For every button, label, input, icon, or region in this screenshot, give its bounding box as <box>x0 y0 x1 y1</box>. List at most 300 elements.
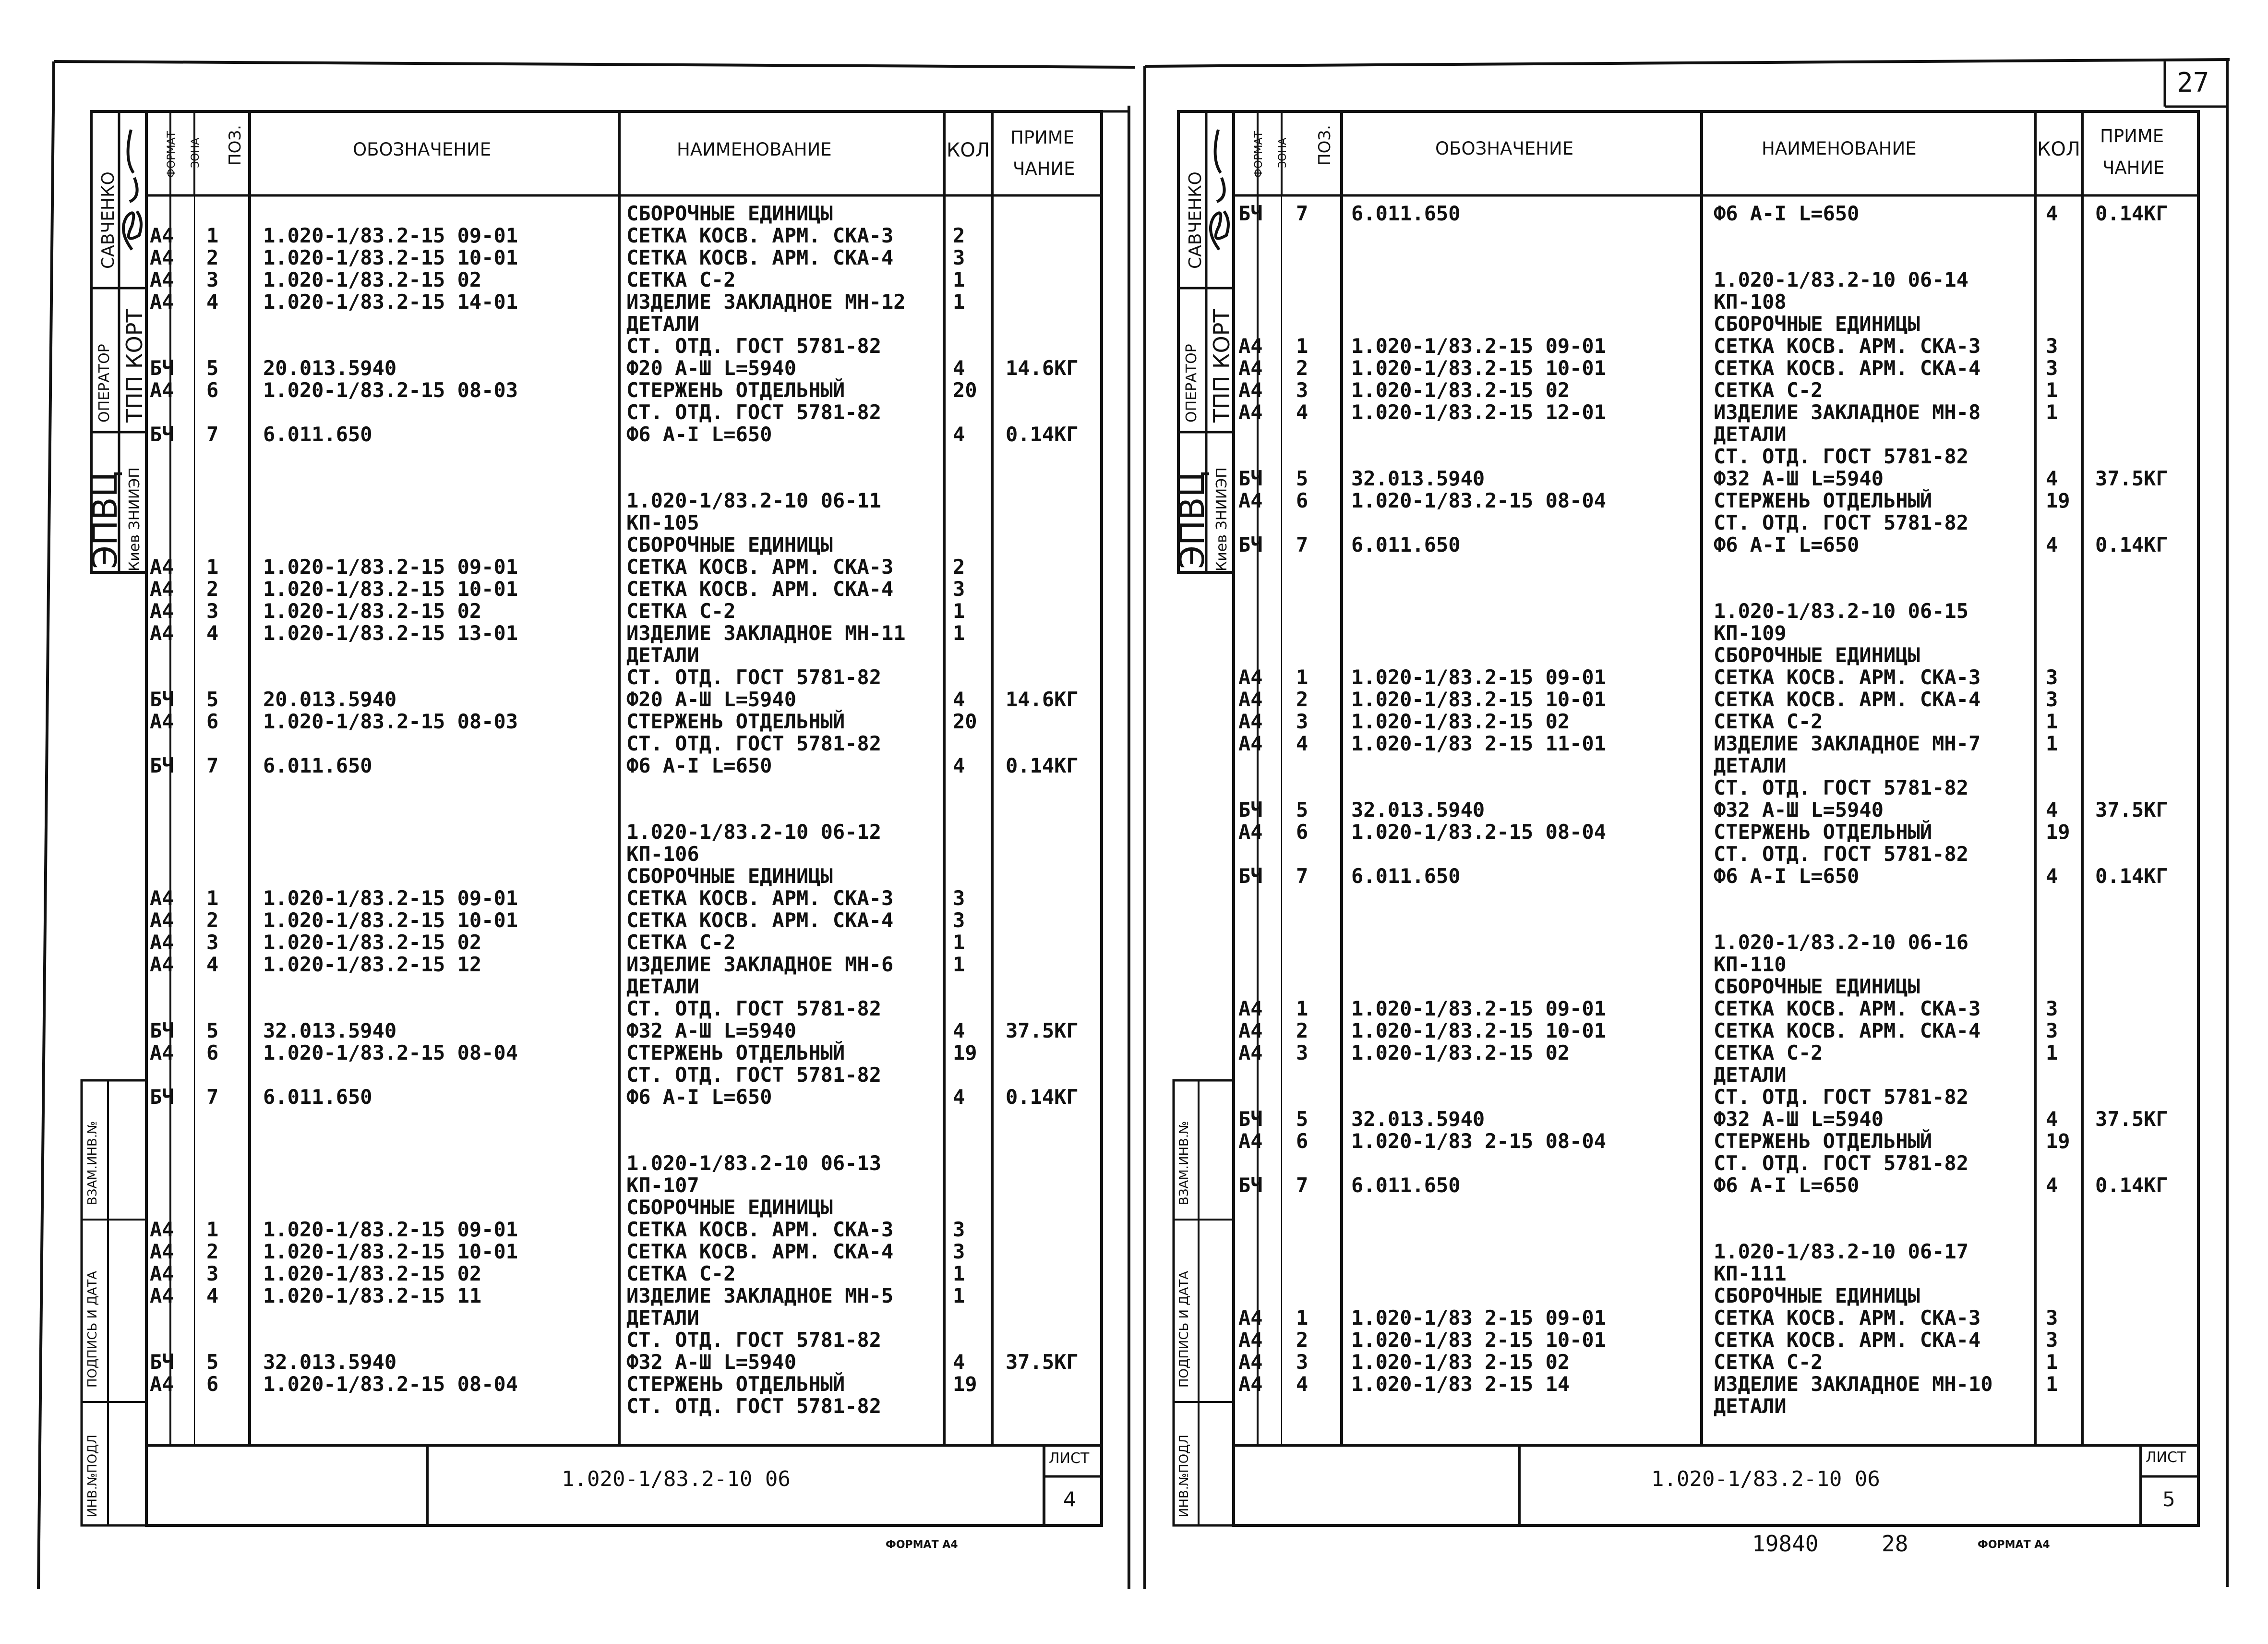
cell-name: Ф32 А-Ш L=5940 <box>1714 798 1884 822</box>
cell-pos: 3 <box>206 931 219 954</box>
cell-pos: 3 <box>1296 1350 1308 1374</box>
cell-pos: 5 <box>1296 467 1308 490</box>
cell-qty: 1 <box>2046 732 2058 755</box>
cell-designation: 6.011.650 <box>1351 533 1461 556</box>
cell-name: СБОРОЧНЫЕ ЕДИНИЦЫ <box>626 1196 833 1219</box>
cell-format: БЧ <box>1238 202 1263 225</box>
stamp-dept: ТПП КОРТ <box>1209 309 1235 423</box>
cell-qty: 4 <box>953 1019 965 1042</box>
cell-qty: 1 <box>2046 400 2058 424</box>
cell-name: СЕТКА КОСВ. АРМ. СКА-4 <box>1714 1328 1981 1352</box>
cell-name: СБОРОЧНЫЕ ЕДИНИЦЫ <box>1714 975 1920 998</box>
cell-qty: 3 <box>953 577 965 601</box>
cell-designation: 1.020-1/83.2-15 02 <box>263 1262 482 1285</box>
cell-format: А4 <box>150 1284 174 1307</box>
cell-name: Ф32 А-Ш L=5940 <box>626 1019 797 1042</box>
cell-designation: 1.020-1/83.2-15 08-03 <box>263 710 518 733</box>
cell-designation: 1.020-1/83.2-15 09-01 <box>263 555 518 579</box>
cell-note: 0.14КГ <box>1006 423 1079 446</box>
header-name: НАИМЕНОВАНИЕ <box>677 139 832 160</box>
cell-pos: 7 <box>1296 533 1308 556</box>
cell-designation: 1.020-1/83.2-15 10-01 <box>1351 1019 1607 1042</box>
cell-name: КП-111 <box>1714 1262 1787 1285</box>
cell-pos: 3 <box>206 268 219 291</box>
cell-pos: 4 <box>206 290 219 314</box>
cell-format: БЧ <box>150 688 174 711</box>
cell-designation: 1.020-1/83.2-15 08-04 <box>1351 489 1607 512</box>
cell-pos: 2 <box>1296 688 1308 711</box>
cell-pos: 5 <box>206 688 219 711</box>
cell-qty: 1 <box>953 931 965 954</box>
cell-format: А4 <box>150 931 174 954</box>
cell-name: ДЕТАЛИ <box>1714 1394 1787 1418</box>
cell-designation: 1.020-1/83.2-15 10-01 <box>1351 356 1607 380</box>
header-note-2: ЧАНИЕ <box>2102 157 2165 178</box>
cell-designation: 1.020-1/83.2-15 10-01 <box>263 246 518 269</box>
cell-designation: 20.013.5940 <box>263 356 397 380</box>
cell-qty: 3 <box>2046 1306 2058 1330</box>
cell-format: БЧ <box>1238 1107 1263 1131</box>
header-note-1: ПРИМЕ <box>1010 127 1075 148</box>
cell-name: 1.020-1/83.2-10 06-14 <box>1714 268 1969 291</box>
cell-name: СЕТКА КОСВ. АРМ. СКА-4 <box>1714 1019 1981 1042</box>
cell-name: СЕТКА КОСВ. АРМ. СКА-4 <box>626 246 894 269</box>
cell-pos: 5 <box>206 1350 219 1374</box>
cell-name: СЕТКА С-2 <box>626 268 736 291</box>
cell-name: СЕТКА С-2 <box>1714 1350 1823 1374</box>
header-designation: ОБОЗНАЧЕНИЕ <box>353 139 492 160</box>
cell-pos: 1 <box>206 224 219 247</box>
cell-format: А4 <box>150 577 174 601</box>
cell-designation: 6.011.650 <box>1351 1173 1461 1197</box>
cell-qty: 4 <box>2046 1173 2058 1197</box>
side-sign-date: ПОДПИСЬ И ДАТА <box>1177 1270 1191 1388</box>
cell-note: 37.5КГ <box>2095 467 2168 490</box>
cell-format: А4 <box>150 290 174 314</box>
cell-name: ИЗДЕЛИЕ ЗАКЛАДНОЕ МН-12 <box>626 290 906 314</box>
cell-qty: 3 <box>953 908 965 932</box>
bottom-number-2: 28 <box>1882 1531 1908 1557</box>
cell-name: ИЗДЕЛИЕ ЗАКЛАДНОЕ МН-7 <box>1714 732 1981 755</box>
cell-designation: 1.020-1/83.2-15 09-01 <box>263 886 518 910</box>
cell-name: ДЕТАЛИ <box>626 312 699 336</box>
cell-name: СТ. ОТД. ГОСТ 5781-82 <box>1714 842 1969 866</box>
cell-name: Ф20 А-Ш L=5940 <box>626 688 797 711</box>
cell-designation: 1.020-1/83.2-15 10-01 <box>1351 688 1607 711</box>
doc-code: 1.020-1/83.2-10 06 <box>1651 1467 1880 1491</box>
cell-format: А4 <box>1238 1041 1263 1064</box>
cell-name: СТ. ОТД. ГОСТ 5781-82 <box>626 1328 882 1352</box>
cell-pos: 6 <box>206 1041 219 1064</box>
cell-designation: 1.020-1/83.2-15 10-01 <box>263 1240 518 1263</box>
cell-note: 0.14КГ <box>2095 202 2168 225</box>
cell-format: БЧ <box>1238 533 1263 556</box>
cell-name: СЕТКА КОСВ. АРМ. СКА-3 <box>1714 665 1981 689</box>
stamp-org: ЭПВЦ <box>85 471 125 569</box>
cell-name: СБОРОЧНЫЕ ЕДИНИЦЫ <box>1714 1284 1920 1307</box>
cell-format: А4 <box>150 1372 174 1396</box>
cell-name: СЕТКА КОСВ. АРМ. СКА-4 <box>626 908 894 932</box>
cell-name: СЕТКА С-2 <box>1714 710 1823 733</box>
cell-qty: 1 <box>953 290 965 314</box>
cell-name: 1.020-1/83.2-10 06-16 <box>1714 931 1969 954</box>
sheet-label: ЛИСТ <box>1049 1450 1090 1467</box>
cell-qty: 3 <box>2046 665 2058 689</box>
cell-name: 1.020-1/83.2-10 06-15 <box>1714 599 1969 623</box>
cell-format: А4 <box>1238 378 1263 402</box>
cell-note: 0.14КГ <box>2095 1173 2168 1197</box>
cell-name: Ф6 А-I L=650 <box>1714 202 1860 225</box>
stamp-dept: ТПП КОРТ <box>121 309 147 423</box>
cell-designation: 32.013.5940 <box>1351 467 1485 490</box>
cell-designation: 1.020-1/83.2-15 09-01 <box>263 224 518 247</box>
cell-name: СТ. ОТД. ГОСТ 5781-82 <box>626 997 882 1020</box>
cell-designation: 1.020-1/83 2-15 11-01 <box>1351 732 1607 755</box>
cell-designation: 1.020-1/83.2-15 02 <box>263 268 482 291</box>
cell-qty: 1 <box>953 621 965 645</box>
stamp-city: Киев ЗНИИЭП <box>126 467 143 571</box>
header-name: НАИМЕНОВАНИЕ <box>1762 138 1917 159</box>
doc-code: 1.020-1/83.2-10 06 <box>562 1467 791 1491</box>
cell-qty: 4 <box>2046 533 2058 556</box>
sheet-number: 5 <box>2162 1487 2175 1511</box>
header-note-2: ЧАНИЕ <box>1013 158 1075 179</box>
cell-name: СТ. ОТД. ГОСТ 5781-82 <box>626 665 882 689</box>
header-pos: ПОЗ. <box>226 125 245 166</box>
cell-qty: 4 <box>953 1350 965 1374</box>
cell-name: 1.020-1/83.2-10 06-12 <box>626 820 882 844</box>
cell-pos: 3 <box>1296 1041 1308 1064</box>
cell-note: 37.5КГ <box>2095 1107 2168 1131</box>
cell-designation: 1.020-1/83.2-15 13-01 <box>263 621 518 645</box>
cell-format: А4 <box>1238 1129 1263 1153</box>
cell-name: СЕТКА С-2 <box>1714 378 1823 402</box>
cell-name: Ф20 А-Ш L=5940 <box>626 356 797 380</box>
cell-note: 37.5КГ <box>2095 798 2168 822</box>
cell-pos: 4 <box>1296 1372 1308 1396</box>
cell-name: СЕТКА КОСВ. АРМ. СКА-3 <box>626 224 894 247</box>
cell-designation: 1.020-1/83 2-15 02 <box>1351 1350 1570 1374</box>
cell-pos: 2 <box>206 1240 219 1263</box>
cell-name: СЕТКА КОСВ. АРМ. СКА-3 <box>1714 997 1981 1020</box>
stamp-org: ЭПВЦ <box>1173 471 1212 569</box>
cell-name: СТЕРЖЕНЬ ОТДЕЛЬНЫЙ <box>626 1372 845 1396</box>
cell-qty: 4 <box>953 356 965 380</box>
cell-designation: 1.020-1/83 2-15 14 <box>1351 1372 1570 1396</box>
header-qty: КОЛ <box>2037 138 2080 160</box>
cell-name: Ф6 А-I L=650 <box>1714 1173 1860 1197</box>
cell-name: ДЕТАЛИ <box>1714 754 1787 777</box>
cell-name: КП-107 <box>626 1173 699 1197</box>
cell-qty: 20 <box>953 710 977 733</box>
cell-format: А4 <box>1238 665 1263 689</box>
cell-qty: 4 <box>953 754 965 777</box>
cell-qty: 3 <box>2046 688 2058 711</box>
cell-pos: 7 <box>206 423 219 446</box>
cell-pos: 5 <box>1296 1107 1308 1131</box>
cell-format: БЧ <box>1238 864 1263 888</box>
cell-note: 37.5КГ <box>1006 1350 1079 1374</box>
header-note-1: ПРИМЕ <box>2100 126 2164 146</box>
cell-pos: 7 <box>1296 202 1308 225</box>
cell-pos: 6 <box>1296 1129 1308 1153</box>
cell-name: СЕТКА С-2 <box>626 931 736 954</box>
cell-pos: 5 <box>206 356 219 380</box>
cell-name: СТЕРЖЕНЬ ОТДЕЛЬНЫЙ <box>626 378 845 402</box>
cell-pos: 6 <box>206 378 219 402</box>
cell-designation: 6.011.650 <box>1351 864 1461 888</box>
cell-designation: 1.020-1/83.2-15 14-01 <box>263 290 518 314</box>
cell-format: А4 <box>150 1262 174 1285</box>
cell-qty: 3 <box>953 1218 965 1241</box>
cell-name: СТЕРЖЕНЬ ОТДЕЛЬНЫЙ <box>626 1041 845 1064</box>
cell-designation: 1.020-1/83.2-15 08-04 <box>1351 820 1607 844</box>
cell-name: СТ. ОТД. ГОСТ 5781-82 <box>1714 1151 1969 1175</box>
cell-name: СТ. ОТД. ГОСТ 5781-82 <box>1714 776 1969 799</box>
side-sign-date: ПОДПИСЬ И ДАТА <box>85 1270 100 1388</box>
cell-name: ДЕТАЛИ <box>1714 423 1787 446</box>
cell-designation: 32.013.5940 <box>1351 798 1485 822</box>
cell-format: БЧ <box>1238 467 1263 490</box>
cell-qty: 1 <box>2046 1350 2058 1374</box>
cell-format: А4 <box>150 710 174 733</box>
cell-note: 0.14КГ <box>2095 864 2168 888</box>
cell-name: СТ. ОТД. ГОСТ 5781-82 <box>626 334 882 358</box>
cell-name: Ф6 А-I L=650 <box>626 754 772 777</box>
cell-pos: 7 <box>206 1085 219 1109</box>
cell-qty: 1 <box>2046 1041 2058 1064</box>
cell-designation: 32.013.5940 <box>263 1350 397 1374</box>
cell-pos: 5 <box>1296 798 1308 822</box>
cell-qty: 1 <box>2046 378 2058 402</box>
cell-qty: 19 <box>2046 820 2070 844</box>
cell-format: А4 <box>1238 334 1263 358</box>
cell-note: 0.14КГ <box>1006 754 1079 777</box>
cell-name: СЕТКА КОСВ. АРМ. СКА-4 <box>626 1240 894 1263</box>
cell-designation: 1.020-1/83.2-15 09-01 <box>1351 997 1607 1020</box>
format-note: ФОРМАТ А4 <box>1978 1539 2050 1551</box>
cell-designation: 1.020-1/83.2-15 02 <box>263 599 482 623</box>
cell-name: 1.020-1/83.2-10 06-13 <box>626 1151 882 1175</box>
cell-pos: 6 <box>206 710 219 733</box>
cell-qty: 19 <box>2046 489 2070 512</box>
cell-designation: 6.011.650 <box>263 423 372 446</box>
cell-pos: 1 <box>1296 665 1308 689</box>
cell-note: 0.14КГ <box>1006 1085 1079 1109</box>
cell-pos: 3 <box>1296 710 1308 733</box>
cell-qty: 3 <box>2046 1328 2058 1352</box>
cell-name: СЕТКА С-2 <box>1714 1041 1823 1064</box>
cell-designation: 1.020-1/83.2-15 08-04 <box>263 1372 518 1396</box>
side-replace-inv: ВЗАМ.ИНВ.№ <box>85 1121 100 1205</box>
cell-designation: 1.020-1/83.2-15 10-01 <box>263 908 518 932</box>
cell-designation: 1.020-1/83.2-15 02 <box>1351 378 1570 402</box>
cell-format: А4 <box>1238 1328 1263 1352</box>
cell-name: СЕТКА КОСВ. АРМ. СКА-4 <box>626 577 894 601</box>
cell-designation: 1.020-1/83.2-15 08-04 <box>263 1041 518 1064</box>
cell-format: БЧ <box>150 423 174 446</box>
cell-format: А4 <box>1238 356 1263 380</box>
stamp-role: ОПЕРАТОР <box>1183 344 1200 423</box>
cell-name: Ф32 А-Ш L=5940 <box>1714 467 1884 490</box>
stamp-role: ОПЕРАТОР <box>96 344 113 423</box>
cell-format: А4 <box>1238 1372 1263 1396</box>
cell-name: СТЕРЖЕНЬ ОТДЕЛЬНЫЙ <box>1714 1129 1932 1153</box>
cell-pos: 1 <box>206 555 219 579</box>
cell-name: Ф32 А-Ш L=5940 <box>1714 1107 1884 1131</box>
cell-name: СТЕРЖЕНЬ ОТДЕЛЬНЫЙ <box>1714 489 1932 512</box>
cell-name: ДЕТАЛИ <box>1714 1063 1787 1087</box>
cell-name: СБОРОЧНЫЕ ЕДИНИЦЫ <box>1714 643 1920 667</box>
cell-name: КП-105 <box>626 511 699 534</box>
cell-pos: 2 <box>206 577 219 601</box>
cell-designation: 1.020-1/83 2-15 08-04 <box>1351 1129 1607 1153</box>
cell-format: БЧ <box>1238 1173 1263 1197</box>
cell-note: 37.5КГ <box>1006 1019 1079 1042</box>
cell-format: А4 <box>1238 732 1263 755</box>
cell-name: СТ. ОТД. ГОСТ 5781-82 <box>626 1063 882 1087</box>
cell-format: БЧ <box>150 754 174 777</box>
cell-qty: 3 <box>2046 997 2058 1020</box>
cell-note: 14.6КГ <box>1006 688 1079 711</box>
cell-name: ДЕТАЛИ <box>626 1306 699 1330</box>
cell-qty: 3 <box>953 246 965 269</box>
cell-pos: 6 <box>1296 489 1308 512</box>
cell-name: ИЗДЕЛИЕ ЗАКЛАДНОЕ МН-5 <box>626 1284 894 1307</box>
cell-name: СЕТКА С-2 <box>626 1262 736 1285</box>
cell-qty: 1 <box>953 1284 965 1307</box>
cell-pos: 7 <box>1296 864 1308 888</box>
cell-pos: 4 <box>1296 732 1308 755</box>
cell-format: А4 <box>150 886 174 910</box>
cell-name: КП-106 <box>626 842 699 866</box>
cell-qty: 4 <box>953 1085 965 1109</box>
cell-format: А4 <box>150 1218 174 1241</box>
cell-name: ИЗДЕЛИЕ ЗАКЛАДНОЕ МН-6 <box>626 953 894 976</box>
cell-name: СЕТКА КОСВ. АРМ. СКА-3 <box>626 886 894 910</box>
cell-pos: 7 <box>1296 1173 1308 1197</box>
cell-name: СТ. ОТД. ГОСТ 5781-82 <box>626 732 882 755</box>
header-format: ФОРМАТ <box>166 131 178 178</box>
bottom-number-1: 19840 <box>1752 1531 1819 1557</box>
cell-pos: 1 <box>206 1218 219 1241</box>
cell-name: Ф32 А-Ш L=5940 <box>626 1350 797 1374</box>
cell-qty: 4 <box>2046 1107 2058 1131</box>
cell-name: СТ. ОТД. ГОСТ 5781-82 <box>1714 1085 1969 1109</box>
cell-pos: 4 <box>206 953 219 976</box>
cell-name: СЕТКА КОСВ. АРМ. СКА-3 <box>1714 334 1981 358</box>
cell-pos: 7 <box>206 754 219 777</box>
cell-format: А4 <box>1238 1350 1263 1374</box>
cell-qty: 4 <box>953 423 965 446</box>
header-zone: ЗОНА <box>1277 137 1289 168</box>
cell-format: А4 <box>1238 710 1263 733</box>
cell-name: КП-109 <box>1714 621 1787 645</box>
cell-format: А4 <box>1238 820 1263 844</box>
cell-name: СЕТКА КОСВ. АРМ. СКА-3 <box>1714 1306 1981 1330</box>
cell-designation: 32.013.5940 <box>1351 1107 1485 1131</box>
cell-qty: 2 <box>953 555 965 579</box>
header-designation: ОБОЗНАЧЕНИЕ <box>1435 138 1574 159</box>
cell-name: СТ. ОТД. ГОСТ 5781-82 <box>1714 445 1969 468</box>
page-corner-number: 27 <box>2177 67 2209 98</box>
cell-designation: 1.020-1/83.2-15 09-01 <box>1351 665 1607 689</box>
cell-name: СБОРОЧНЫЕ ЕДИНИЦЫ <box>626 202 833 225</box>
cell-name: СБОРОЧНЫЕ ЕДИНИЦЫ <box>626 533 833 556</box>
cell-format: А4 <box>1238 400 1263 424</box>
cell-name: СЕТКА КОСВ. АРМ. СКА-4 <box>1714 688 1981 711</box>
cell-designation: 1.020-1/83.2-15 08-03 <box>263 378 518 402</box>
cell-pos: 3 <box>206 1262 219 1285</box>
cell-designation: 6.011.650 <box>1351 202 1461 225</box>
cell-format: БЧ <box>150 1350 174 1374</box>
cell-format: БЧ <box>1238 798 1263 822</box>
cell-designation: 1.020-1/83.2-15 02 <box>263 931 482 954</box>
cell-designation: 1.020-1/83.2-15 11 <box>263 1284 482 1307</box>
cell-name: СЕТКА С-2 <box>626 599 736 623</box>
cell-name: Ф6 А-I L=650 <box>1714 533 1860 556</box>
header-qty: КОЛ <box>947 139 990 161</box>
cell-pos: 1 <box>1296 334 1308 358</box>
cell-qty: 1 <box>953 599 965 623</box>
cell-format: А4 <box>150 1041 174 1064</box>
cell-name: 1.020-1/83.2-10 06-17 <box>1714 1240 1969 1263</box>
cell-pos: 6 <box>206 1372 219 1396</box>
cell-name: ИЗДЕЛИЕ ЗАКЛАДНОЕ МН-11 <box>626 621 906 645</box>
cell-qty: 1 <box>953 953 965 976</box>
cell-pos: 4 <box>1296 400 1308 424</box>
side-inv-orig: ИНВ.№ПОДЛ <box>85 1434 100 1517</box>
cell-designation: 1.020-1/83.2-15 02 <box>1351 710 1570 733</box>
sheet-number: 4 <box>1063 1487 1076 1511</box>
cell-qty: 1 <box>953 1262 965 1285</box>
side-inv-orig: ИНВ.№ПОДЛ <box>1177 1434 1191 1517</box>
cell-qty: 4 <box>2046 467 2058 490</box>
cell-pos: 2 <box>206 246 219 269</box>
cell-designation: 1.020-1/83.2-15 02 <box>1351 1041 1570 1064</box>
cell-pos: 1 <box>206 886 219 910</box>
cell-pos: 2 <box>1296 1019 1308 1042</box>
cell-qty: 1 <box>2046 710 2058 733</box>
cell-qty: 3 <box>2046 334 2058 358</box>
cell-format: А4 <box>150 224 174 247</box>
cell-note: 14.6КГ <box>1006 356 1079 380</box>
header-format: ФОРМАТ <box>1253 131 1265 178</box>
stamp-author: САВЧЕНКО <box>1186 171 1205 269</box>
sheet-label: ЛИСТ <box>2146 1449 2186 1466</box>
cell-qty: 20 <box>953 378 977 402</box>
cell-format: А4 <box>150 908 174 932</box>
cell-format: А4 <box>150 246 174 269</box>
cell-name: Ф6 А-I L=650 <box>626 1085 772 1109</box>
format-note: ФОРМАТ А4 <box>886 1539 958 1551</box>
cell-pos: 2 <box>1296 356 1308 380</box>
header-zone: ЗОНА <box>190 137 202 168</box>
cell-designation: 1.020-1/83 2-15 10-01 <box>1351 1328 1607 1352</box>
cell-designation: 1.020-1/83.2-15 09-01 <box>1351 334 1607 358</box>
cell-pos: 6 <box>1296 820 1308 844</box>
cell-format: А4 <box>1238 1306 1263 1330</box>
cell-designation: 6.011.650 <box>263 1085 372 1109</box>
cell-qty: 1 <box>953 268 965 291</box>
cell-format: А4 <box>150 268 174 291</box>
cell-designation: 1.020-1/83.2-15 10-01 <box>263 577 518 601</box>
cell-format: А4 <box>150 378 174 402</box>
cell-format: БЧ <box>150 1019 174 1042</box>
cell-name: СТЕРЖЕНЬ ОТДЕЛЬНЫЙ <box>626 710 845 733</box>
cell-name: ДЕТАЛИ <box>626 975 699 998</box>
cell-qty: 4 <box>2046 864 2058 888</box>
